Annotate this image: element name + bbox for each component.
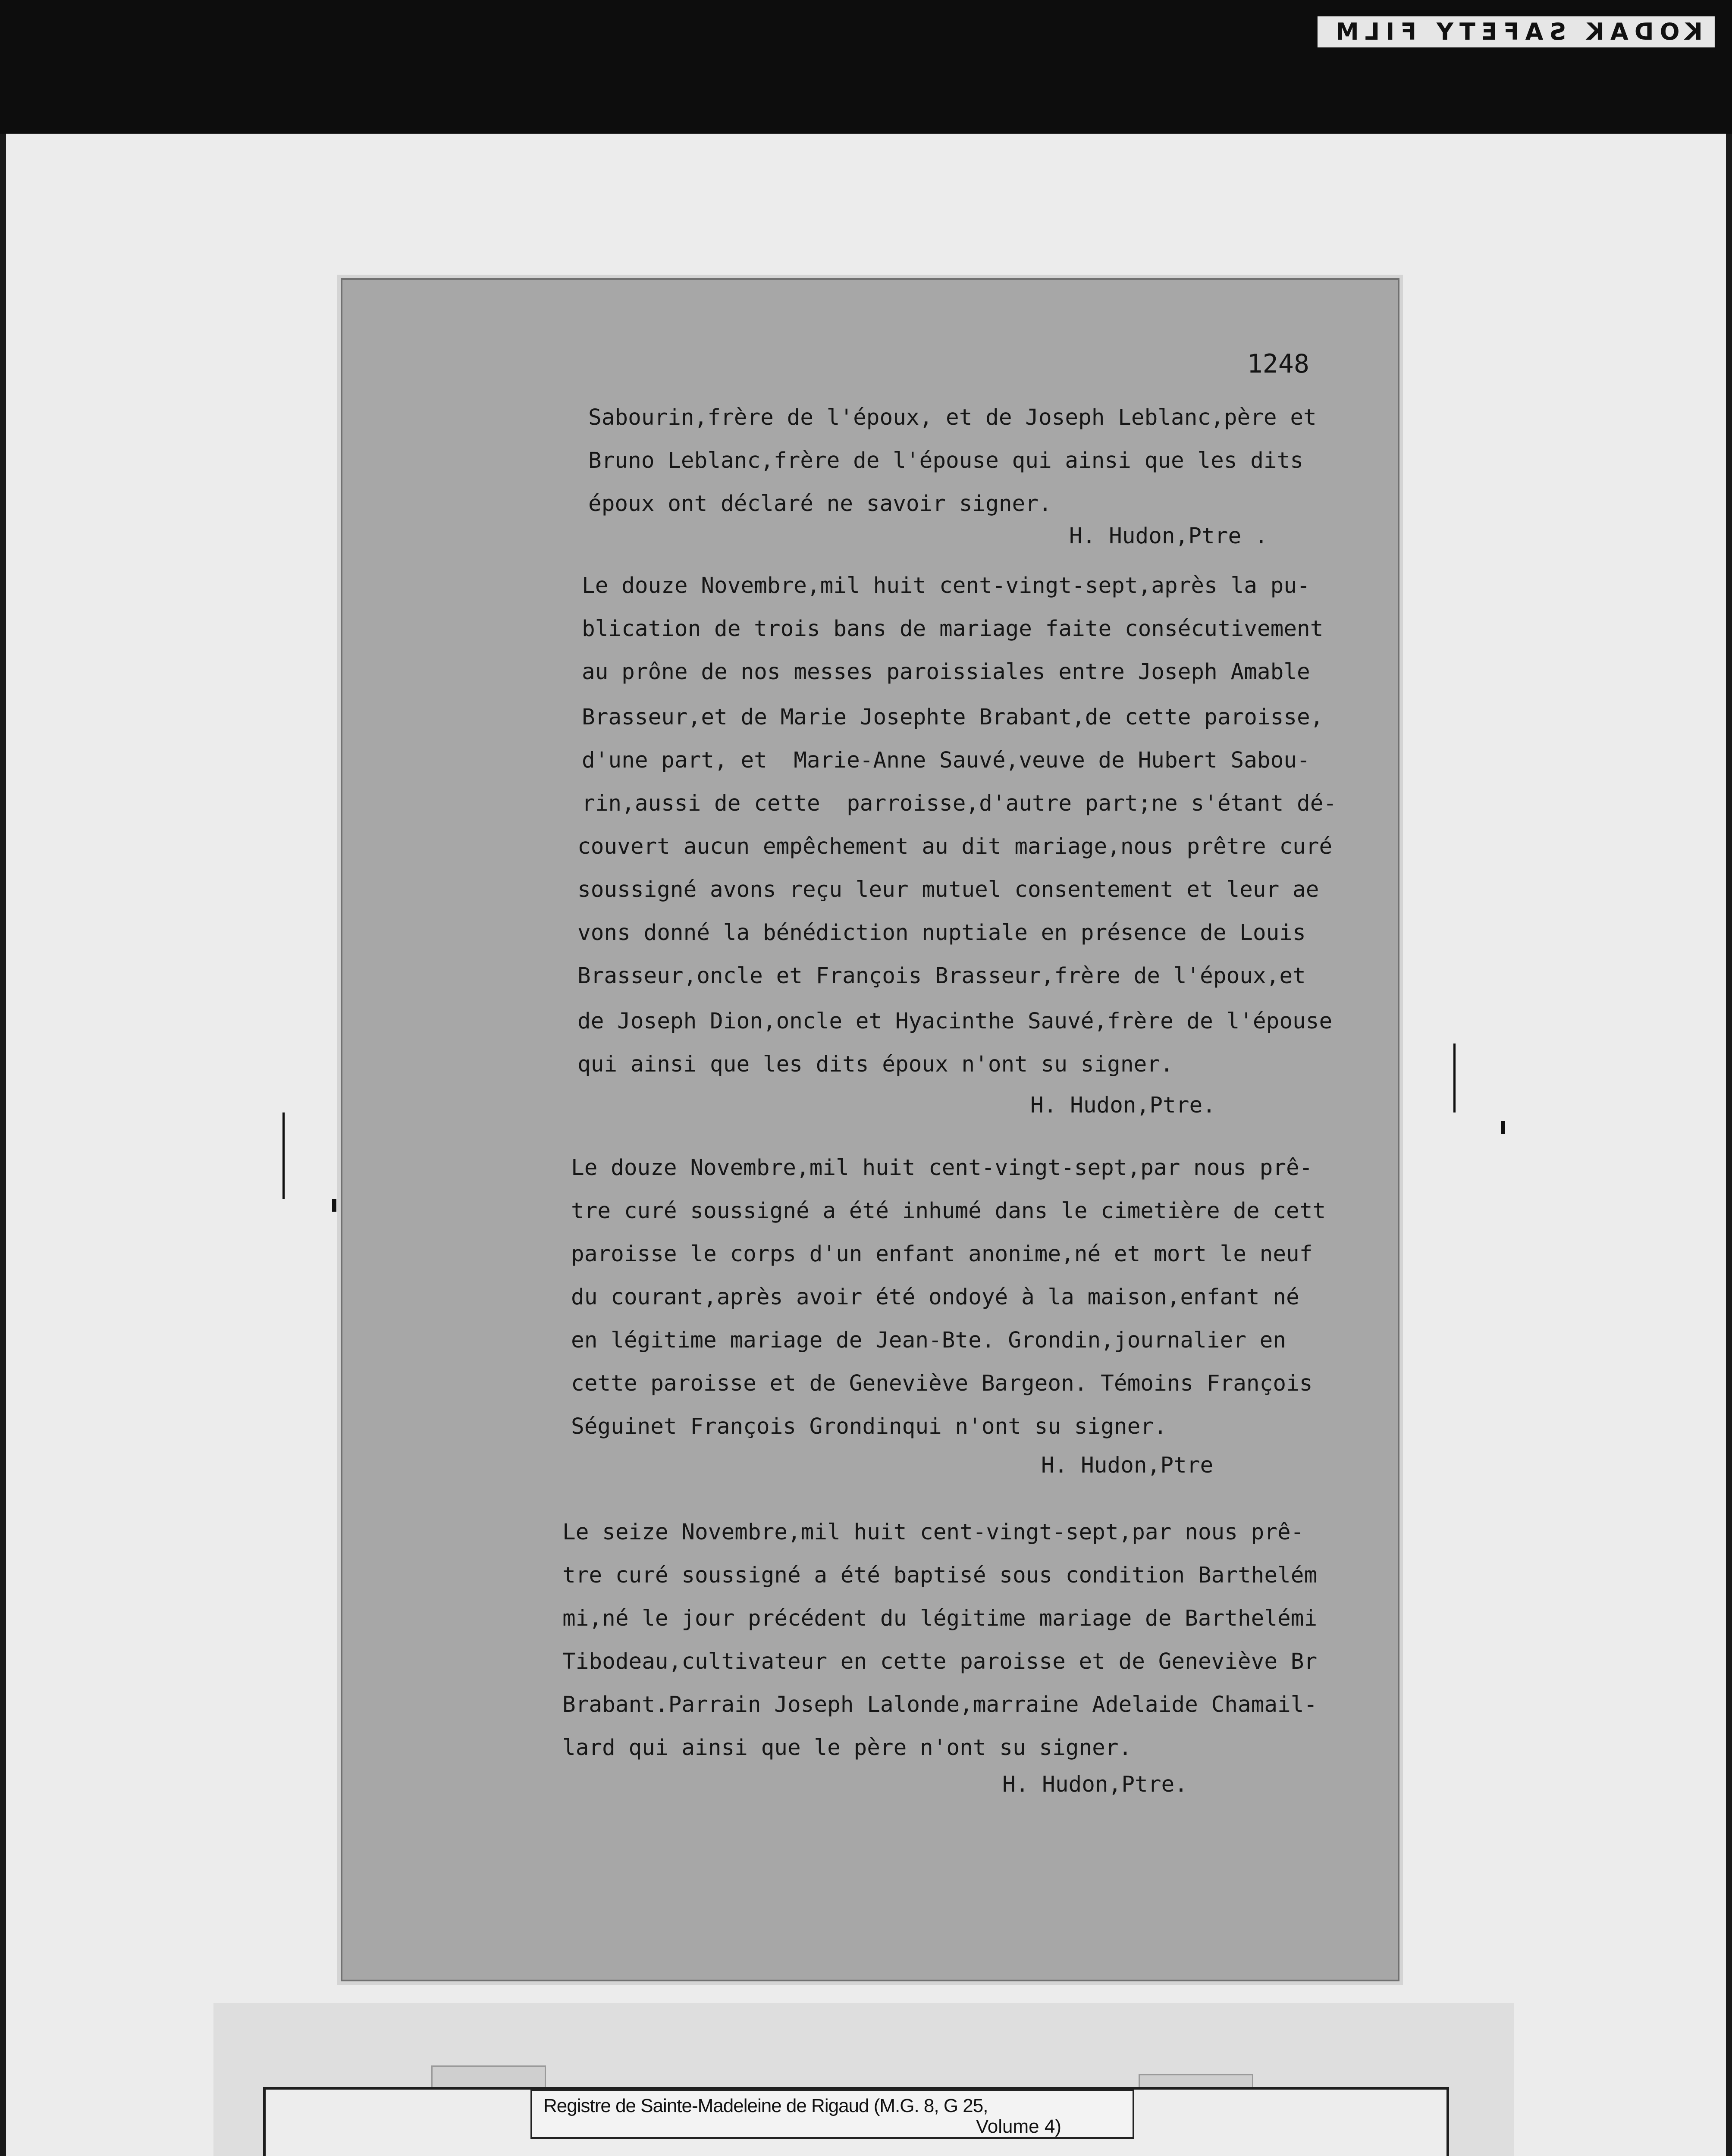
text-line: qui ainsi que les dits époux n'ont su signer. <box>577 1052 1173 1077</box>
text-line: Le seize Novembre,mil huit cent-vingt-sept,par nous prê- <box>562 1520 1304 1545</box>
text-line: époux ont déclaré ne savoir signer. <box>588 491 1052 517</box>
registration-mark <box>282 1112 285 1199</box>
text-line: au prône de nos messes paroissiales entre Joseph Amable <box>582 659 1310 685</box>
reference-label <box>530 2089 1134 2139</box>
signature-line: H. Hudon,Ptre <box>1041 1453 1214 1478</box>
text-line: tre curé soussigné a été inhumé dans le cimetière de cett <box>571 1198 1326 1224</box>
reference-line: Registre de Sainte-Madeleine de Rigaud (M.G. 8, G 25, <box>543 2095 988 2116</box>
text-line: cette paroisse et de Geneviève Bargeon. Témoins François <box>571 1371 1313 1396</box>
text-line: Tibodeau,cultivateur en cette paroisse et de Geneviève Br <box>562 1649 1318 1674</box>
text-line: rin,aussi de cette parroisse,d'autre part;ne s'étant dé- <box>582 791 1337 816</box>
text-line: du courant,après avoir été ondoyé à la maison,enfant né <box>571 1285 1299 1310</box>
registration-mark <box>332 1199 336 1212</box>
text-line: vons donné la bénédiction nuptiale en présence de Louis <box>577 920 1306 946</box>
text-line: Le douze Novembre,mil huit cent-vingt-sept,par nous prê- <box>571 1155 1313 1181</box>
text-line: d'une part, et Marie-Anne Sauvé,veuve de Hubert Sabou- <box>582 748 1310 773</box>
text-line: Brasseur,et de Marie Josephte Brabant,de cette paroisse, <box>582 705 1324 730</box>
text-line: lard qui ainsi que le père n'ont su signer. <box>562 1735 1132 1761</box>
text-line: blication de trois bans de mariage faite consécutivement <box>582 616 1324 642</box>
signature-line: H. Hudon,Ptre . <box>1069 523 1268 549</box>
text-line: en légitime mariage de Jean-Bte. Grondin,journalier en <box>571 1328 1286 1353</box>
text-line: paroisse le corps d'un enfant anonime,né et mort le neuf <box>571 1241 1313 1267</box>
reference-line: Volume 4) <box>976 2116 1061 2137</box>
text-line: Brabant.Parrain Joseph Lalonde,marraine Adelaide Chamail- <box>562 1692 1318 1717</box>
text-line: mi,né le jour précédent du légitime mariage de Barthelémi <box>562 1606 1318 1631</box>
register-page <box>341 278 1399 1981</box>
film-strip <box>0 0 1732 134</box>
signature-line: H. Hudon,Ptre. <box>1030 1093 1216 1118</box>
text-line: Le douze Novembre,mil huit cent-vingt-sept,après la pu- <box>582 573 1310 599</box>
text-line: couvert aucun empêchement au dit mariage,nous prêtre curé <box>577 834 1333 859</box>
registration-mark <box>1501 1121 1505 1134</box>
film-border-right <box>1726 134 1732 2156</box>
page-number: 1248 <box>1247 349 1309 379</box>
text-line: tre curé soussigné a été baptisé sous condition Barthelém <box>562 1563 1318 1588</box>
signature-line: H. Hudon,Ptre. <box>1002 1772 1188 1797</box>
text-line: de Joseph Dion,oncle et Hyacinthe Sauvé,frère de l'épouse <box>577 1009 1333 1034</box>
film-border-left <box>0 134 6 2156</box>
text-line: Séguinet François Grondinqui n'ont su signer. <box>571 1414 1167 1439</box>
text-line: soussigné avons reçu leur mutuel consentement et leur ae <box>577 877 1319 903</box>
text-line: Brasseur,oncle et François Brasseur,frère de l'époux,et <box>577 963 1306 989</box>
film-edge-label: KODAK SAFETY FILM <box>1318 16 1715 47</box>
text-line: Bruno Leblanc,frère de l'épouse qui ainsi que les dits <box>588 448 1304 473</box>
text-line: Sabourin,frère de l'époux, et de Joseph Leblanc,père et <box>588 405 1317 430</box>
registration-mark <box>1453 1044 1456 1112</box>
